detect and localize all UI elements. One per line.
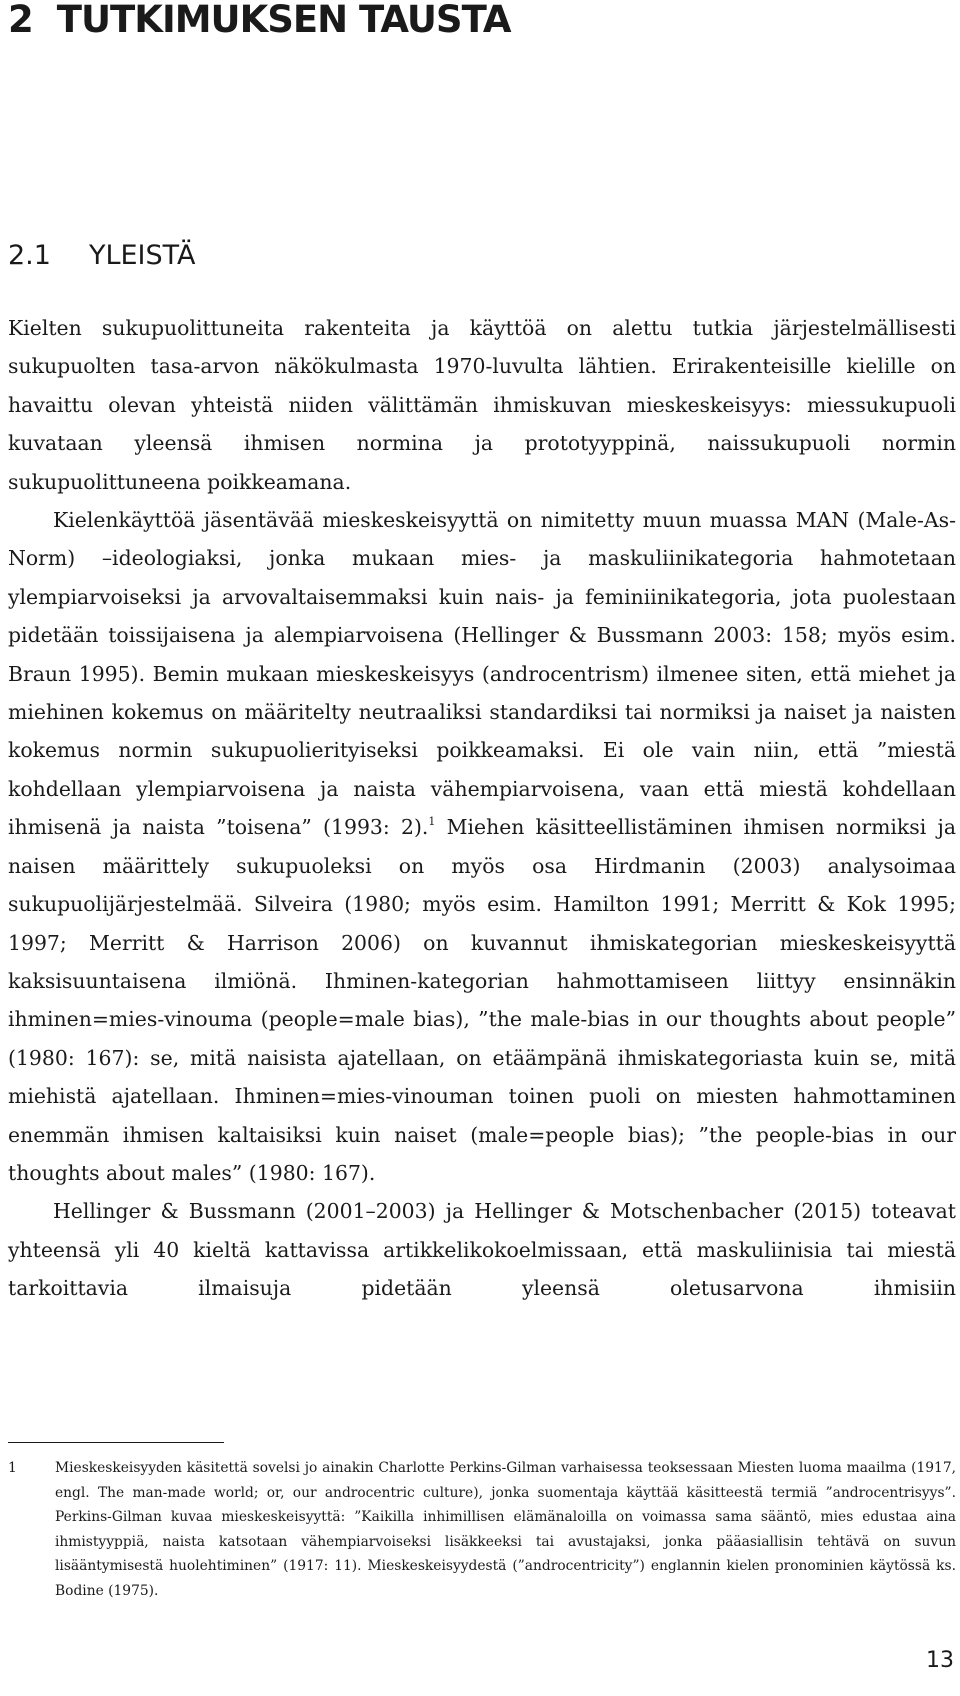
paragraph xyxy=(8,501,956,1192)
footnote-reference[interactable]: 1 xyxy=(428,815,436,829)
page-number: 13 xyxy=(926,1648,954,1673)
footnote-divider xyxy=(8,1442,224,1443)
footnote xyxy=(8,1456,956,1604)
section-number: 2.1 xyxy=(8,240,51,271)
paragraph: Hellinger & Bussmann (2001–2003) ja Hellinger & Motschenbacher (2015) toteavat yhteensä yli 40 kieltä kattavissa artikkelikokoelmissaan, että maskuliinisia tai miestä tarkoittavia ilmaisuja pidetään yleensä oletusarvona ihmisiin xyxy=(8,1199,956,1301)
footnote-text: Mieskeskeisyyden käsitettä sovelsi jo ainakin Charlotte Perkins-Gilman varhaisessa teoksessaan Miesten luoma maailma (1917, engl. The man-made world; or, our androcentric culture), jonka suomentaja käyttää käsitteestä termiä ”androcentrisyys”. Perkins-Gilman kuvaa mieskeskeisyyttä: ”Kaikilla inhimillisen elämänaloilla on voimassa sama sääntö, mies edustaa aina ihmistyyppiä, naista katsotaan vähempiarvoiseksi lisäkkeeksi tai avustajaksi, jonka pääasiallisin tehtävä on suvun lisääntymisestä huolehtiminen” (1917: 11). Mieskeskeisyydestä (”androcentricity”) englannin kielen pronominien käytössä ks. Bodine (1975). xyxy=(55,1460,956,1599)
chapter-heading xyxy=(8,0,511,42)
paragraph-text: Miehen käsitteellistäminen ihmisen normiksi ja naisen määrittely sukupuoleksi on myös osa Hirdmanin (2003) analysoimaa sukupuolijärjestelmää. Silveira (1980; myös esim. Hamilton 1991; Merritt & Kok 1995; 1997; Merritt & Harrison 2006) on kuvannut ihmiskategorian mieskeskeisyyttä kaksisuuntaisena ilmiönä. Ihminen-kategorian hahmottamiseen liittyy ensinnäkin ihminen=mies-vinouma (people=male bias), ”the male-bias in our thoughts about people” (1980: 167): se, mitä naisista ajatellaan, on etäämpänä ihmiskategoriasta kuin se, mitä miehistä ajatellaan. Ihminen=mies-vinouman toinen puoli on miesten hahmottaminen enemmän ihmisen kaltaisiksi kuin naiset (male=people bias); ”the people-bias in our thoughts about males” (1980: 167). xyxy=(8,815,956,1185)
chapter-number: 2 xyxy=(8,0,33,41)
paragraph: Kielten sukupuolittuneita rakenteita ja käyttöä on alettu tutkia järjestelmällisesti sukupuolten tasa-arvon näkökulmasta 1970-luvulta lähtien. Erirakenteisille kielille on havaittu olevan yhteistä niiden välittämän ihmiskuvan mieskeskeisyys: miessukupuoli kuvataan yleensä ihmisen normina ja prototyyppinä, naissukupuoli normin sukupuolittuneena poikkeamana. xyxy=(8,316,956,494)
paragraph-text: Kielenkäyttöä jäsentävää mieskeskeisyyttä on nimitetty muun muassa MAN (Male-As-Norm) –ideologiaksi, jonka mukaan mies- ja maskuliinikategoria hahmotetaan ylempiarvoiseksi ja arvovaltaisemmaksi kuin nais- ja feminiinikategoria, jota puolestaan pidetään toissijaisena ja alempiarvoisena (Hellinger & Bussmann 2003: 158; myös esim. Braun 1995). Bemin mukaan mieskeskeisyys (androcentrism) ilmenee siten, että miehet ja miehinen kokemus on määritelty neutraaliksi standardiksi tai normiksi ja naiset ja naisten kokemus normin sukupuolierityiseksi poikkeamaksi. Ei ole vain niin, että ”miestä kohdellaan ylempiarvoisena ja naista vähempiarvoisena, vaan että miestä kohdellaan ihmisenä ja naista ”toisena” (1993: 2). xyxy=(8,508,956,840)
chapter-title: TUTKIMUKSEN TAUSTA xyxy=(56,0,511,41)
body-text xyxy=(8,309,956,1308)
section-heading xyxy=(8,236,196,276)
section-title: YLEISTÄ xyxy=(88,240,196,271)
footnote-number: 1 xyxy=(8,1460,17,1476)
